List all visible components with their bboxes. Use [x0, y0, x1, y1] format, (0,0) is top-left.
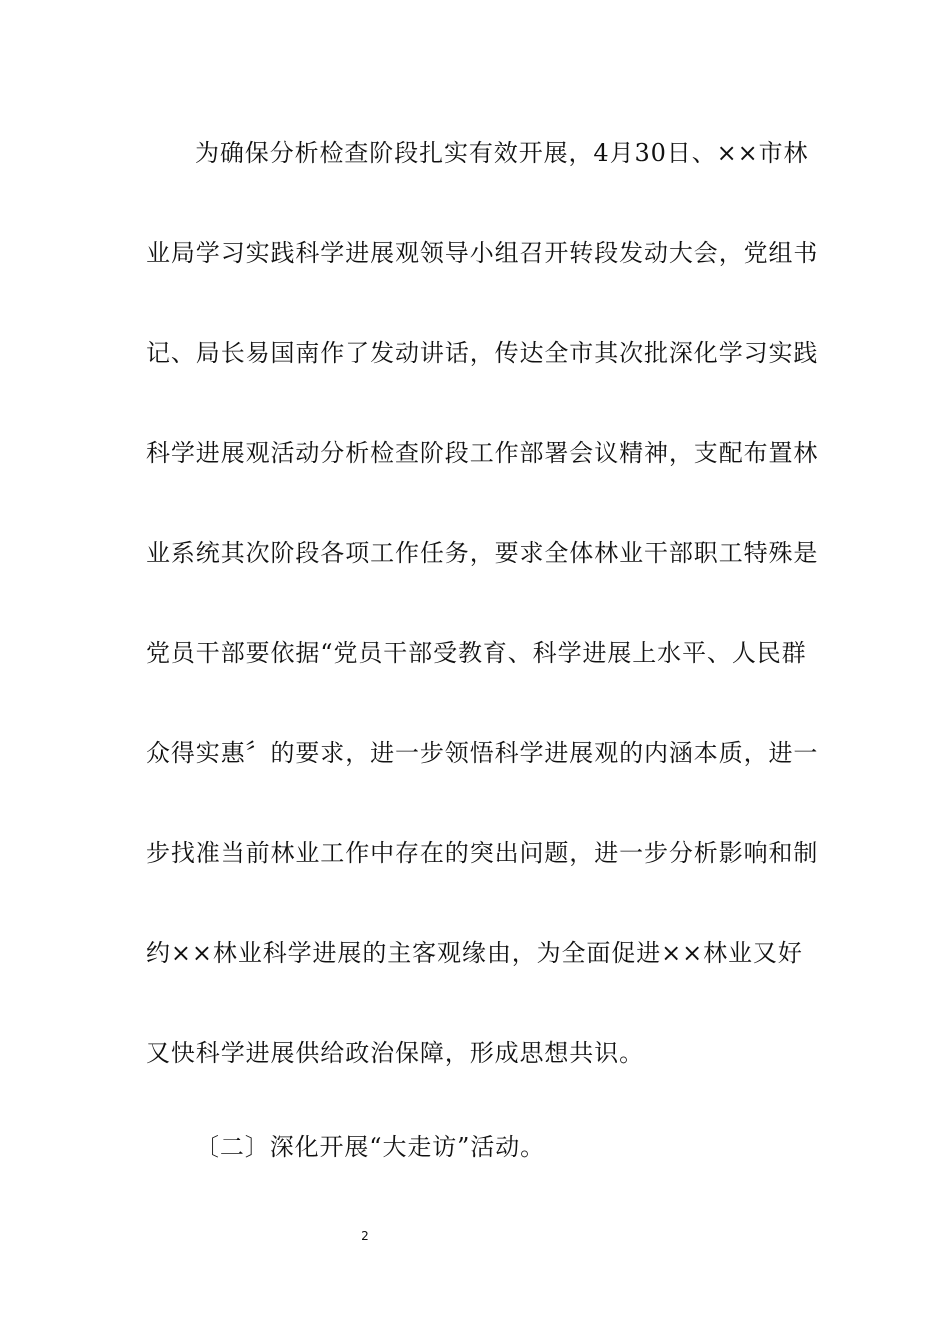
paragraph-line: 步找准当前林业工作中存在的突出问题，进一步分析影响和制 — [146, 839, 819, 867]
paragraph-line: 业局学习实践科学进展观领导小组召开转段发动大会，党组书 — [146, 239, 819, 267]
page-number: 2 — [361, 1229, 369, 1243]
section-heading: 〔二〕深化开展“大走访”活动。 — [195, 1133, 546, 1161]
paragraph-line: 约××林业科学进展的主客观缘由，为全面促进××林业又好 — [146, 939, 803, 967]
paragraph-line: 为确保分析检查阶段扎实有效开展，4月30日、××市林 — [195, 139, 809, 167]
paragraph-line: 业系统其次阶段各项工作任务，要求全体林业干部职工特殊是 — [146, 539, 819, 567]
paragraph-line: 记、局长易国南作了发动讲话，传达全市其次批深化学习实践 — [146, 339, 819, 367]
paragraph-line: 科学进展观活动分析检查阶段工作部署会议精神，支配布置林 — [146, 439, 819, 467]
paragraph-line: 又快科学进展供给政治保障，形成思想共识。 — [146, 1039, 644, 1067]
paragraph-line: 党员干部要依据“党员干部受教育、科学进展上水平、人民群 — [146, 639, 807, 667]
paragraph-line: 众得实惠〞的要求，进一步领悟科学进展观的内涵本质，进一 — [146, 739, 819, 767]
